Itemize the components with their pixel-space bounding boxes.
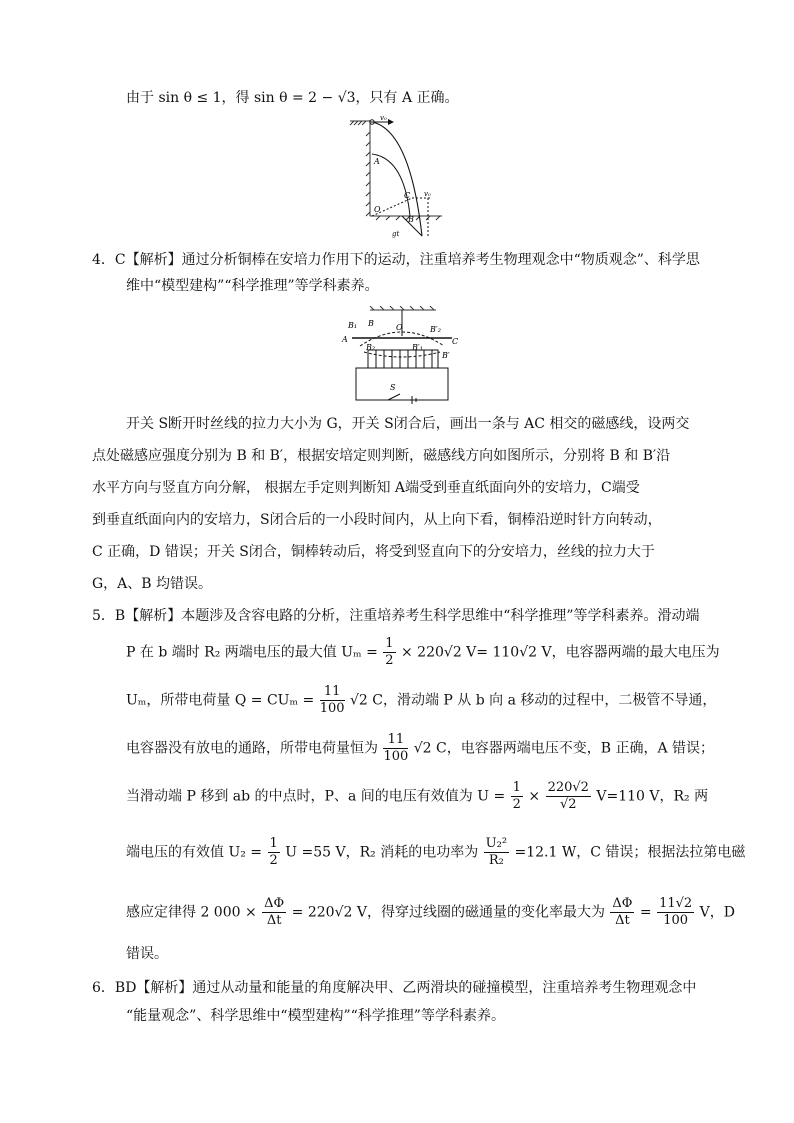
- fig2-O: O: [396, 323, 403, 332]
- fig2-B: B: [368, 319, 374, 328]
- coil-diagram: [340, 306, 464, 410]
- fig1-A: A: [374, 157, 380, 166]
- fig1-O: O: [374, 205, 381, 214]
- fig2-A: A: [342, 335, 348, 344]
- q5-line2: Uₘ，所带电荷量 Q = CUₘ = $\frac{11}{100}$ √2 C，滑动端 P 从 b 向 a 移动的过程中，二极管不导通，: [126, 684, 717, 716]
- q4-p5: C 正确，D 错误；开关 S闭合，铜棒转动后，将受到竖直向下的分安培力，丝线的拉力大于: [92, 544, 655, 560]
- q4-p4: 到垂直纸面向内的安培力，S闭合后的一小段时间内，从上向下看，铜棒沿逆时针方向转动，: [92, 512, 662, 528]
- fig2-C: C: [452, 337, 459, 346]
- fig2-B2: B₂: [366, 343, 376, 352]
- fig1-B: B: [408, 215, 414, 224]
- fig1-gt: gt: [392, 230, 400, 238]
- q5-line7: 错误。: [126, 946, 168, 962]
- q6-head: 6．BD【解析】通过从动量和能量的角度解决甲、乙两滑块的碰撞模型，注重培养考生物理观念中: [92, 980, 697, 996]
- q5-line3: 电容器没有放电的通路，所带电荷量恒为 $\frac{11}{100}$ √2 C，电容器两端电压不变，B 正确，A 错误；: [126, 732, 715, 764]
- q5-head: 5．B【解析】本题涉及含容电路的分析，注重培养考生科学思维中“科学推理”等学科素养。滑动端: [92, 608, 700, 624]
- q5-line5: 端电压的有效值 U₂ = $\frac{1}{2}$ U =55 V，R₂ 消耗的电功率为 $\frac{\text{U₂²}}{\text{R₂}}$ =12.1 W，C 错误；根据法拉第电磁: [126, 836, 746, 868]
- fig2-B1p: B′₁: [412, 343, 423, 352]
- q4-head2: 维中“模型建构”“科学推理”等学科素养。: [126, 278, 379, 294]
- fig2-B2p: B′₂: [430, 325, 441, 334]
- q4-head: 4．C【解析】通过分析铜棒在安培力作用下的运动，注重培养考生物理观念中“物质观念”、科学思: [92, 252, 700, 268]
- fig2-S: S: [390, 383, 396, 392]
- fig1-v0-top: v₀: [380, 114, 387, 122]
- projectile-diagram: [340, 112, 450, 244]
- q4-p3: 水平方向与竖直方向分解， 根据左手定则判断知 A端受到垂直纸面向外的安培力，C端受: [92, 480, 640, 496]
- fig1-v0-mid: v₀: [424, 190, 431, 198]
- fig2-B1: B₁: [348, 321, 358, 330]
- q5-line1: P 在 b 端时 R₂ 两端电压的最大值 Uₘ = $\frac{1}{2}$ × 220√2 V= 110√2 V，电容器两端的最大电压为: [126, 636, 720, 668]
- fig2-Bp: B′: [442, 351, 450, 360]
- q5-line4: 当滑动端 P 移到 ab 的中点时，P、a 间的电压有效值为 U = $\frac{1}{2}$ × $\frac{220√2}{√2}$ V=110 V，R₂ 两: [126, 780, 709, 812]
- fig1-C: C: [404, 191, 411, 200]
- q4-p1: 开关 S断开时丝线的拉力大小为 G，开关 S闭合后，画出一条与 AC 相交的磁感线，设两交: [126, 416, 690, 432]
- q4-p2: 点处磁感应强度分别为 B 和 B′，根据安培定则判断，磁感线方向如图所示，分别将 B 和 B′沿: [92, 448, 671, 464]
- q6-head2: “能量观念”、科学思维中“模型建构”“科学推理”等学科素养。: [126, 1008, 505, 1024]
- q3-conclusion: 由于 sin θ ≤ 1，得 sin θ = 2 − √3，只有 A 正确。: [126, 90, 459, 106]
- q5-line6: 感应定律得 2 000 × $\frac{\Delta\Phi}{\Delta t}$ = 220√2 V，得穿过线圈的磁通量的变化率最大为 $\frac{\Delta\Phi}{\Delta t}$ = $\frac{11√2}{100}$ V，D: [126, 896, 736, 928]
- q4-p6: G，A、B 均错误。: [92, 576, 213, 592]
